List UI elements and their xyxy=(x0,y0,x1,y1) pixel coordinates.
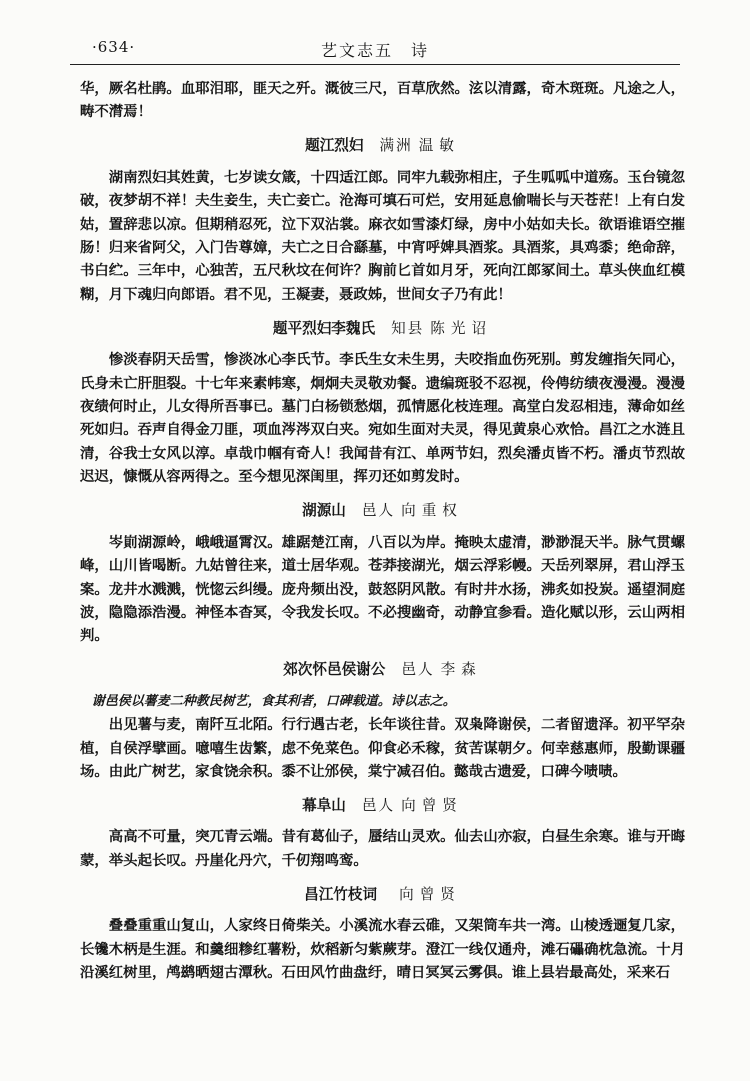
page-number: ·634· xyxy=(92,38,136,56)
poem-body: 岑崱湖源岭，峨峨逼霄汉。雄踞楚江南，八百以为岸。掩映太虚清，渺渺混天半。脉气贯螺峰，山川皆喝断。九姑曾往来，道士居华观。苍莽接湖光，烟云浮彩幔。天岳列翠屏，君山浮玉案。龙井水溅溅，恍惚云纠缦。庞舟频出没，鼓怒阴风散。有时井水扬，沸炙如投炭。遥望洞庭波，隐隐添浩漫。神怪本杳冥，令我发长叹。不必搜幽奇，动静宜参看。造化赋以形，云山两相判。 xyxy=(80,533,685,645)
author-name: 向曾贤 xyxy=(399,885,461,903)
author-name: 温敏 xyxy=(418,137,460,155)
poem-author xyxy=(362,499,463,520)
header-rule xyxy=(70,64,680,65)
author-name: 向重权 xyxy=(401,502,463,520)
author-name: 向曾贤 xyxy=(401,796,463,814)
poem-body: 惨淡春阴天岳雪，惨淡冰心李氏节。李氏生女未生男，夫咬指血伤死别。剪发缠指矢同心，氏身未亡肝胆裂。十七年来素帏寒，炯炯夫灵敬劝餐。遗编斑驳不忍视，伶俜纺绩夜漫漫。漫漫夜绩何时止，儿女得所吾事已。墓门白杨锁愁烟，孤情愿化枝连理。高堂白发忍相违，薄命如丝死如归。吞声自得金刀匪，项血涔涔双白夹。宛如生面对夫灵，得见黄泉心欢恰。昌江之水涟且清，谷我士女风以淳。卓哉巾帼有奇人！我闻昔有江、单两节妇，烈矣潘贞皆不朽。潘贞节烈故迟迟，慷慨从容两得之。至今想见深闺里，挥刃还如剪发时。 xyxy=(80,351,685,486)
poem-author xyxy=(393,883,461,904)
poem-continuation: 华，厥名杜鹃。血耶泪耶，匪天之歼。溉彼三尺，百草欣然。泫以清露，奇木斑斑。凡途之人，畴不潸焉！ xyxy=(80,80,685,121)
poem-title: 湖源山 xyxy=(302,502,346,520)
poem-title-block xyxy=(80,489,685,531)
page-header xyxy=(70,30,680,70)
poem-title: 昌江竹枝词 xyxy=(304,885,378,903)
running-title: 艺文志五 诗 xyxy=(320,41,429,60)
poem-preface: 谢邑侯以薯麦二种教民树艺，食其利者，口碑载道。诗以志之。 xyxy=(91,693,456,709)
poem-title: 幕阜山 xyxy=(302,796,346,814)
poem-body: 出见薯与麦，南阡互北陌。行行遇古老，长年谈往昔。双枭降谢侯，二者留遗泽。初平罕杂植，自侯浮擘画。噫嘻生齿繁，虑不免菜色。仰食必禾稼，贫苦谋朝夕。何幸慈惠师，殷勤课疆场。由此广树艺，家食饶余积。黍不让邠侯，棠宁减召伯。懿哉古遗爱，口碑今啧啧。 xyxy=(80,716,685,780)
author-role: 满洲 xyxy=(379,137,413,155)
author-role: 知县 xyxy=(391,319,425,337)
page-body xyxy=(80,77,685,984)
poem-author xyxy=(362,794,463,815)
poem-body: 高高不可量，突兀青云端。昔有葛仙子，蜃结山灵欢。仙去山亦寂，白昼生余寒。谁与开晦蒙，举头起长叹。丹崖化丹穴，千仞翔鸣鸾。 xyxy=(80,828,685,869)
poem-title-block xyxy=(80,783,685,825)
poem-body: 叠叠重重山复山，人家终日倚柴关。小溪流水春云碓，又架筒车共一湾。山棱透逦复几家，长镵木柄是生涯。和羹细糁红薯粉，炊稻新匀紫蕨芽。澄江一线仅通舟，滩石礧确枕急流。十月沿溪红树里，鸬鹚晒翅古潭秋。石田风竹曲盘纡，晴日冥冥云雾俱。谁上县岩最高处，采来石 xyxy=(80,917,685,981)
poem-author xyxy=(391,317,492,338)
author-name: 李森 xyxy=(440,661,482,679)
author-name: 陈光诏 xyxy=(430,319,493,337)
poem-author xyxy=(379,134,459,155)
poem-title: 题平烈妇李魏氏 xyxy=(272,319,376,337)
author-role: 邑人 xyxy=(361,796,396,814)
poem-author xyxy=(401,658,481,679)
poem-title: 题江烈妇 xyxy=(305,137,364,155)
poem-title-block xyxy=(80,124,685,166)
poem-title-block xyxy=(80,872,685,914)
poem-body: 湖南烈妇其姓黄，七岁读女箴，十四适江郎。同牢九载弥相庄，子生呱呱中道殇。玉台镜忽破，夜梦胡不祥！夫生妾生，夫亡妾亡。沧海可填石可烂，安用延息偷喘长与天苍茫！上有白发姑，置辞悲以凉。但期稍忍死，泣下双沾裳。麻衣如雪漆灯绿，房中小姑如夫长。欲语谁语空摧肠！归来省阿父，入门告尊嫜，夫亡之日合繇墓，中宵呼婢具酒浆。具酒浆，具鸡黍；绝命辞，书白纻。三年中，心独苦，五尺秋坟在何许？胸前匕首如月牙，死向江郎冢间土。草头侠血红模糊，月下魂归向郎语。君不见，王凝妻，聂政姊，世间女子乃有此！ xyxy=(80,168,685,303)
author-role: 邑人 xyxy=(401,661,435,679)
poem-title: 郊次怀邑侯谢公 xyxy=(283,661,386,679)
poem-title-block xyxy=(80,306,685,348)
poem-title-block xyxy=(80,648,685,690)
author-role: 邑人 xyxy=(361,502,396,520)
